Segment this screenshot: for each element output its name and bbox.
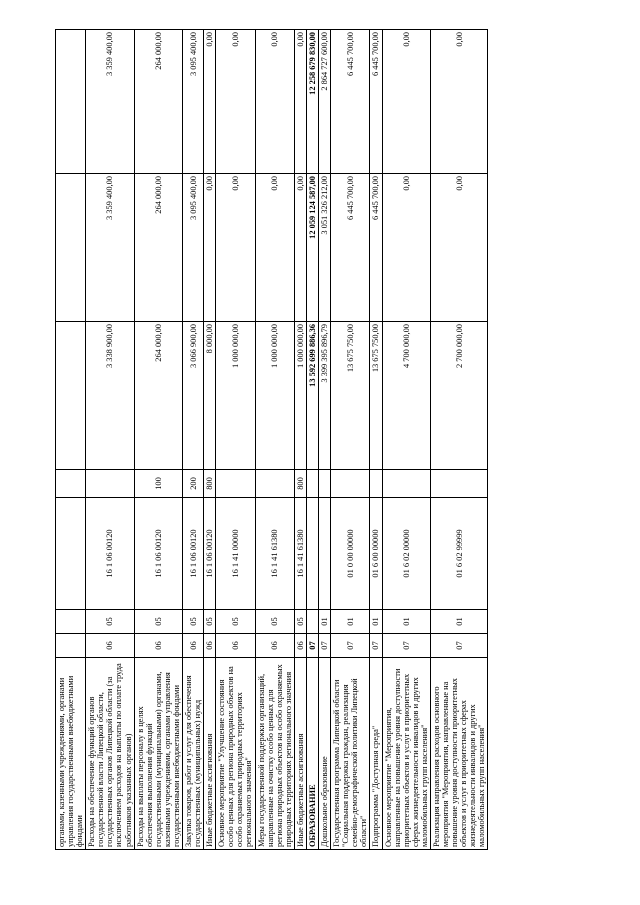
amount-year-3-cell: 6 445 700,00 — [370, 30, 382, 174]
section-code-cell: 07 — [370, 634, 382, 658]
amount-year-3-cell: 3 359 400,00 — [86, 30, 134, 174]
amount-year-3-cell: 0,00 — [430, 30, 487, 174]
amount-year-2-cell: 0,00 — [382, 174, 430, 322]
expense-type-cell — [331, 470, 370, 498]
section-code-cell — [56, 634, 86, 658]
amount-year-1-cell: 3 338 900,00 — [86, 322, 134, 470]
table-row — [294, 30, 306, 850]
table-row — [56, 30, 86, 850]
amount-year-2-cell: 12 059 124 587,00 — [306, 174, 318, 322]
amount-year-1-cell: 13 675 750,00 — [370, 322, 382, 470]
target-article-cell: 01 6 00 00000 — [370, 498, 382, 610]
budget-table — [55, 29, 488, 850]
amount-year-2-cell: 0,00 — [294, 174, 306, 322]
subsection-code-cell: 05 — [134, 610, 182, 634]
expense-type-cell: 200 — [183, 470, 204, 498]
expense-type-cell — [382, 470, 430, 498]
subsection-code-cell: 01 — [331, 610, 370, 634]
row-name-cell: Расходы на выплаты персоналу в целях обеспечения выполнения функций государственными (муниципальными) органами, казенными учреждениями, органами управления государственными внебюджетными фондами — [134, 658, 182, 850]
amount-year-1-cell: 2 700 000,00 — [430, 322, 487, 470]
amount-year-3-cell: 0,00 — [382, 30, 430, 174]
target-article-cell: 01 6 02 00000 — [382, 498, 430, 610]
section-code-cell: 07 — [331, 634, 370, 658]
expense-type-cell — [255, 470, 294, 498]
section-code-cell: 07 — [306, 634, 318, 658]
table-row — [134, 30, 182, 850]
subsection-code-cell: 05 — [255, 610, 294, 634]
subsection-code-cell: 05 — [294, 610, 306, 634]
section-code-cell: 07 — [430, 634, 487, 658]
amount-year-2-cell: 0,00 — [204, 174, 216, 322]
amount-year-2-cell: 0,00 — [255, 174, 294, 322]
amount-year-3-cell: 0,00 — [216, 30, 255, 174]
amount-year-2-cell: 6 445 700,00 — [370, 174, 382, 322]
section-code-cell: 07 — [382, 634, 430, 658]
row-name-cell: Расходы на обеспечение функций органов государственной власти Липецкой области, государственных органов Липецкой области (за исключением расходов на выплаты по оплате труда работников указанных органов) — [86, 658, 134, 850]
section-code-cell: 06 — [216, 634, 255, 658]
row-name-cell: Иные бюджетные ассигнования — [294, 658, 306, 850]
expense-type-cell — [216, 470, 255, 498]
amount-year-3-cell: 0,00 — [204, 30, 216, 174]
amount-year-2-cell: 3 359 400,00 — [86, 174, 134, 322]
amount-year-3-cell: 6 445 700,00 — [331, 30, 370, 174]
target-article-cell: 16 1 06 00120 — [134, 498, 182, 610]
amount-year-2-cell: 264 000,00 — [134, 174, 182, 322]
target-article-cell: 01 0 00 00000 — [331, 498, 370, 610]
amount-year-3-cell: 3 095 400,00 — [183, 30, 204, 174]
row-name-cell: Основное мероприятие "Улучшение состояния особо ценных для региона природных объектов на особо охраняемых природных территориях регионального значения" — [216, 658, 255, 850]
amount-year-2-cell: 0,00 — [430, 174, 487, 322]
amount-year-1-cell: 1 000 000,00 — [216, 322, 255, 470]
row-name-cell: Подпрограмма "Доступная среда" — [370, 658, 382, 850]
target-article-cell: 16 1 06 00120 — [204, 498, 216, 610]
subsection-code-cell: 01 — [370, 610, 382, 634]
amount-year-1-cell: 264 000,00 — [134, 322, 182, 470]
amount-year-2-cell: 0,00 — [216, 174, 255, 322]
subsection-code-cell: 05 — [183, 610, 204, 634]
section-code-cell: 06 — [255, 634, 294, 658]
expense-type-cell: 800 — [294, 470, 306, 498]
row-name-cell: Дошкольное образование — [319, 658, 331, 850]
amount-year-1-cell — [56, 322, 86, 470]
amount-year-1-cell: 13 592 699 886,36 — [306, 322, 318, 470]
amount-year-1-cell: 3 399 395 896,79 — [319, 322, 331, 470]
amount-year-3-cell: 2 864 727 600,00 — [319, 30, 331, 174]
subsection-code-cell — [56, 610, 86, 634]
amount-year-1-cell: 4 700 000,00 — [382, 322, 430, 470]
amount-year-2-cell — [56, 174, 86, 322]
table-row — [319, 30, 331, 850]
expense-type-cell — [370, 470, 382, 498]
expense-type-cell: 100 — [134, 470, 182, 498]
subsection-code-cell — [306, 610, 318, 634]
row-name-cell: Закупка товаров, работ и услуг для обеспечения государственных (муниципальных) нужд — [183, 658, 204, 850]
target-article-cell — [306, 498, 318, 610]
amount-year-3-cell: 0,00 — [255, 30, 294, 174]
row-name-cell: ОБРАЗОВАНИЕ — [306, 658, 318, 850]
target-article-cell: 16 1 41 00000 — [216, 498, 255, 610]
section-code-cell: 06 — [294, 634, 306, 658]
section-code-cell: 06 — [134, 634, 182, 658]
subsection-code-cell: 05 — [86, 610, 134, 634]
expense-type-cell — [86, 470, 134, 498]
row-name-cell: Реализация направления расходов основного мероприятия "Мероприятия, направленные на повышение уровня доступности приоритетных объектов и услуг в приоритетных сферах жизнедеятельности инвалидов и других маломобильных групп населения" — [430, 658, 487, 850]
expense-type-cell — [306, 470, 318, 498]
target-article-cell — [319, 498, 331, 610]
expense-type-cell — [56, 470, 86, 498]
table-row — [216, 30, 255, 850]
amount-year-2-cell: 6 445 700,00 — [331, 174, 370, 322]
budget-table-body — [56, 30, 488, 850]
amount-year-1-cell: 8 000,00 — [204, 322, 216, 470]
table-row — [183, 30, 204, 850]
table-row — [382, 30, 430, 850]
expense-type-cell — [319, 470, 331, 498]
table-row — [430, 30, 487, 850]
table-row — [331, 30, 370, 850]
amount-year-1-cell: 1 000 000,00 — [255, 322, 294, 470]
amount-year-2-cell: 3 095 400,00 — [183, 174, 204, 322]
row-name-cell: Государственная программа Липецкой области "Социальная поддержка граждан, реализация семейно-демографической политики Липецкой области" — [331, 658, 370, 850]
table-row — [255, 30, 294, 850]
section-code-cell: 06 — [86, 634, 134, 658]
expense-type-cell: 800 — [204, 470, 216, 498]
target-article-cell: 01 6 02 99999 — [430, 498, 487, 610]
row-name-cell: Иные бюджетные ассигнования — [204, 658, 216, 850]
amount-year-1-cell: 3 066 900,00 — [183, 322, 204, 470]
subsection-code-cell: 01 — [382, 610, 430, 634]
subsection-code-cell: 01 — [319, 610, 331, 634]
table-row — [306, 30, 318, 850]
subsection-code-cell: 05 — [204, 610, 216, 634]
amount-year-1-cell: 1 000 000,00 — [294, 322, 306, 470]
target-article-cell: 16 1 41 61380 — [255, 498, 294, 610]
table-row — [370, 30, 382, 850]
section-code-cell: 06 — [183, 634, 204, 658]
rotated-table-container — [55, 30, 488, 850]
row-name-cell: органами, казенными учреждениями, органами управления государственными внебюджетными фондами — [56, 658, 86, 850]
target-article-cell: 16 1 06 00120 — [183, 498, 204, 610]
target-article-cell: 16 1 41 61380 — [294, 498, 306, 610]
subsection-code-cell: 05 — [216, 610, 255, 634]
amount-year-1-cell: 13 675 750,00 — [331, 322, 370, 470]
amount-year-3-cell: 12 258 679 830,00 — [306, 30, 318, 174]
table-row — [204, 30, 216, 850]
section-code-cell: 06 — [204, 634, 216, 658]
amount-year-3-cell — [56, 30, 86, 174]
target-article-cell: 16 1 06 00120 — [86, 498, 134, 610]
row-name-cell: Основное мероприятие "Мероприятия, направленные на повышение уровня доступности приоритетных объектов и услуг в приоритетных сферах жизнедеятельности инвалидов и других маломобильных групп населения" — [382, 658, 430, 850]
target-article-cell — [56, 498, 86, 610]
amount-year-2-cell: 3 051 326 212,00 — [319, 174, 331, 322]
section-code-cell: 07 — [319, 634, 331, 658]
expense-type-cell — [430, 470, 487, 498]
row-name-cell: Меры государственной поддержки организаций, направленные на очистку особо ценных для региона природных объектов на особо охраняемых природных территориях регионального значения — [255, 658, 294, 850]
table-row — [86, 30, 134, 850]
subsection-code-cell: 01 — [430, 610, 487, 634]
amount-year-3-cell: 264 000,00 — [134, 30, 182, 174]
amount-year-3-cell: 0,00 — [294, 30, 306, 174]
